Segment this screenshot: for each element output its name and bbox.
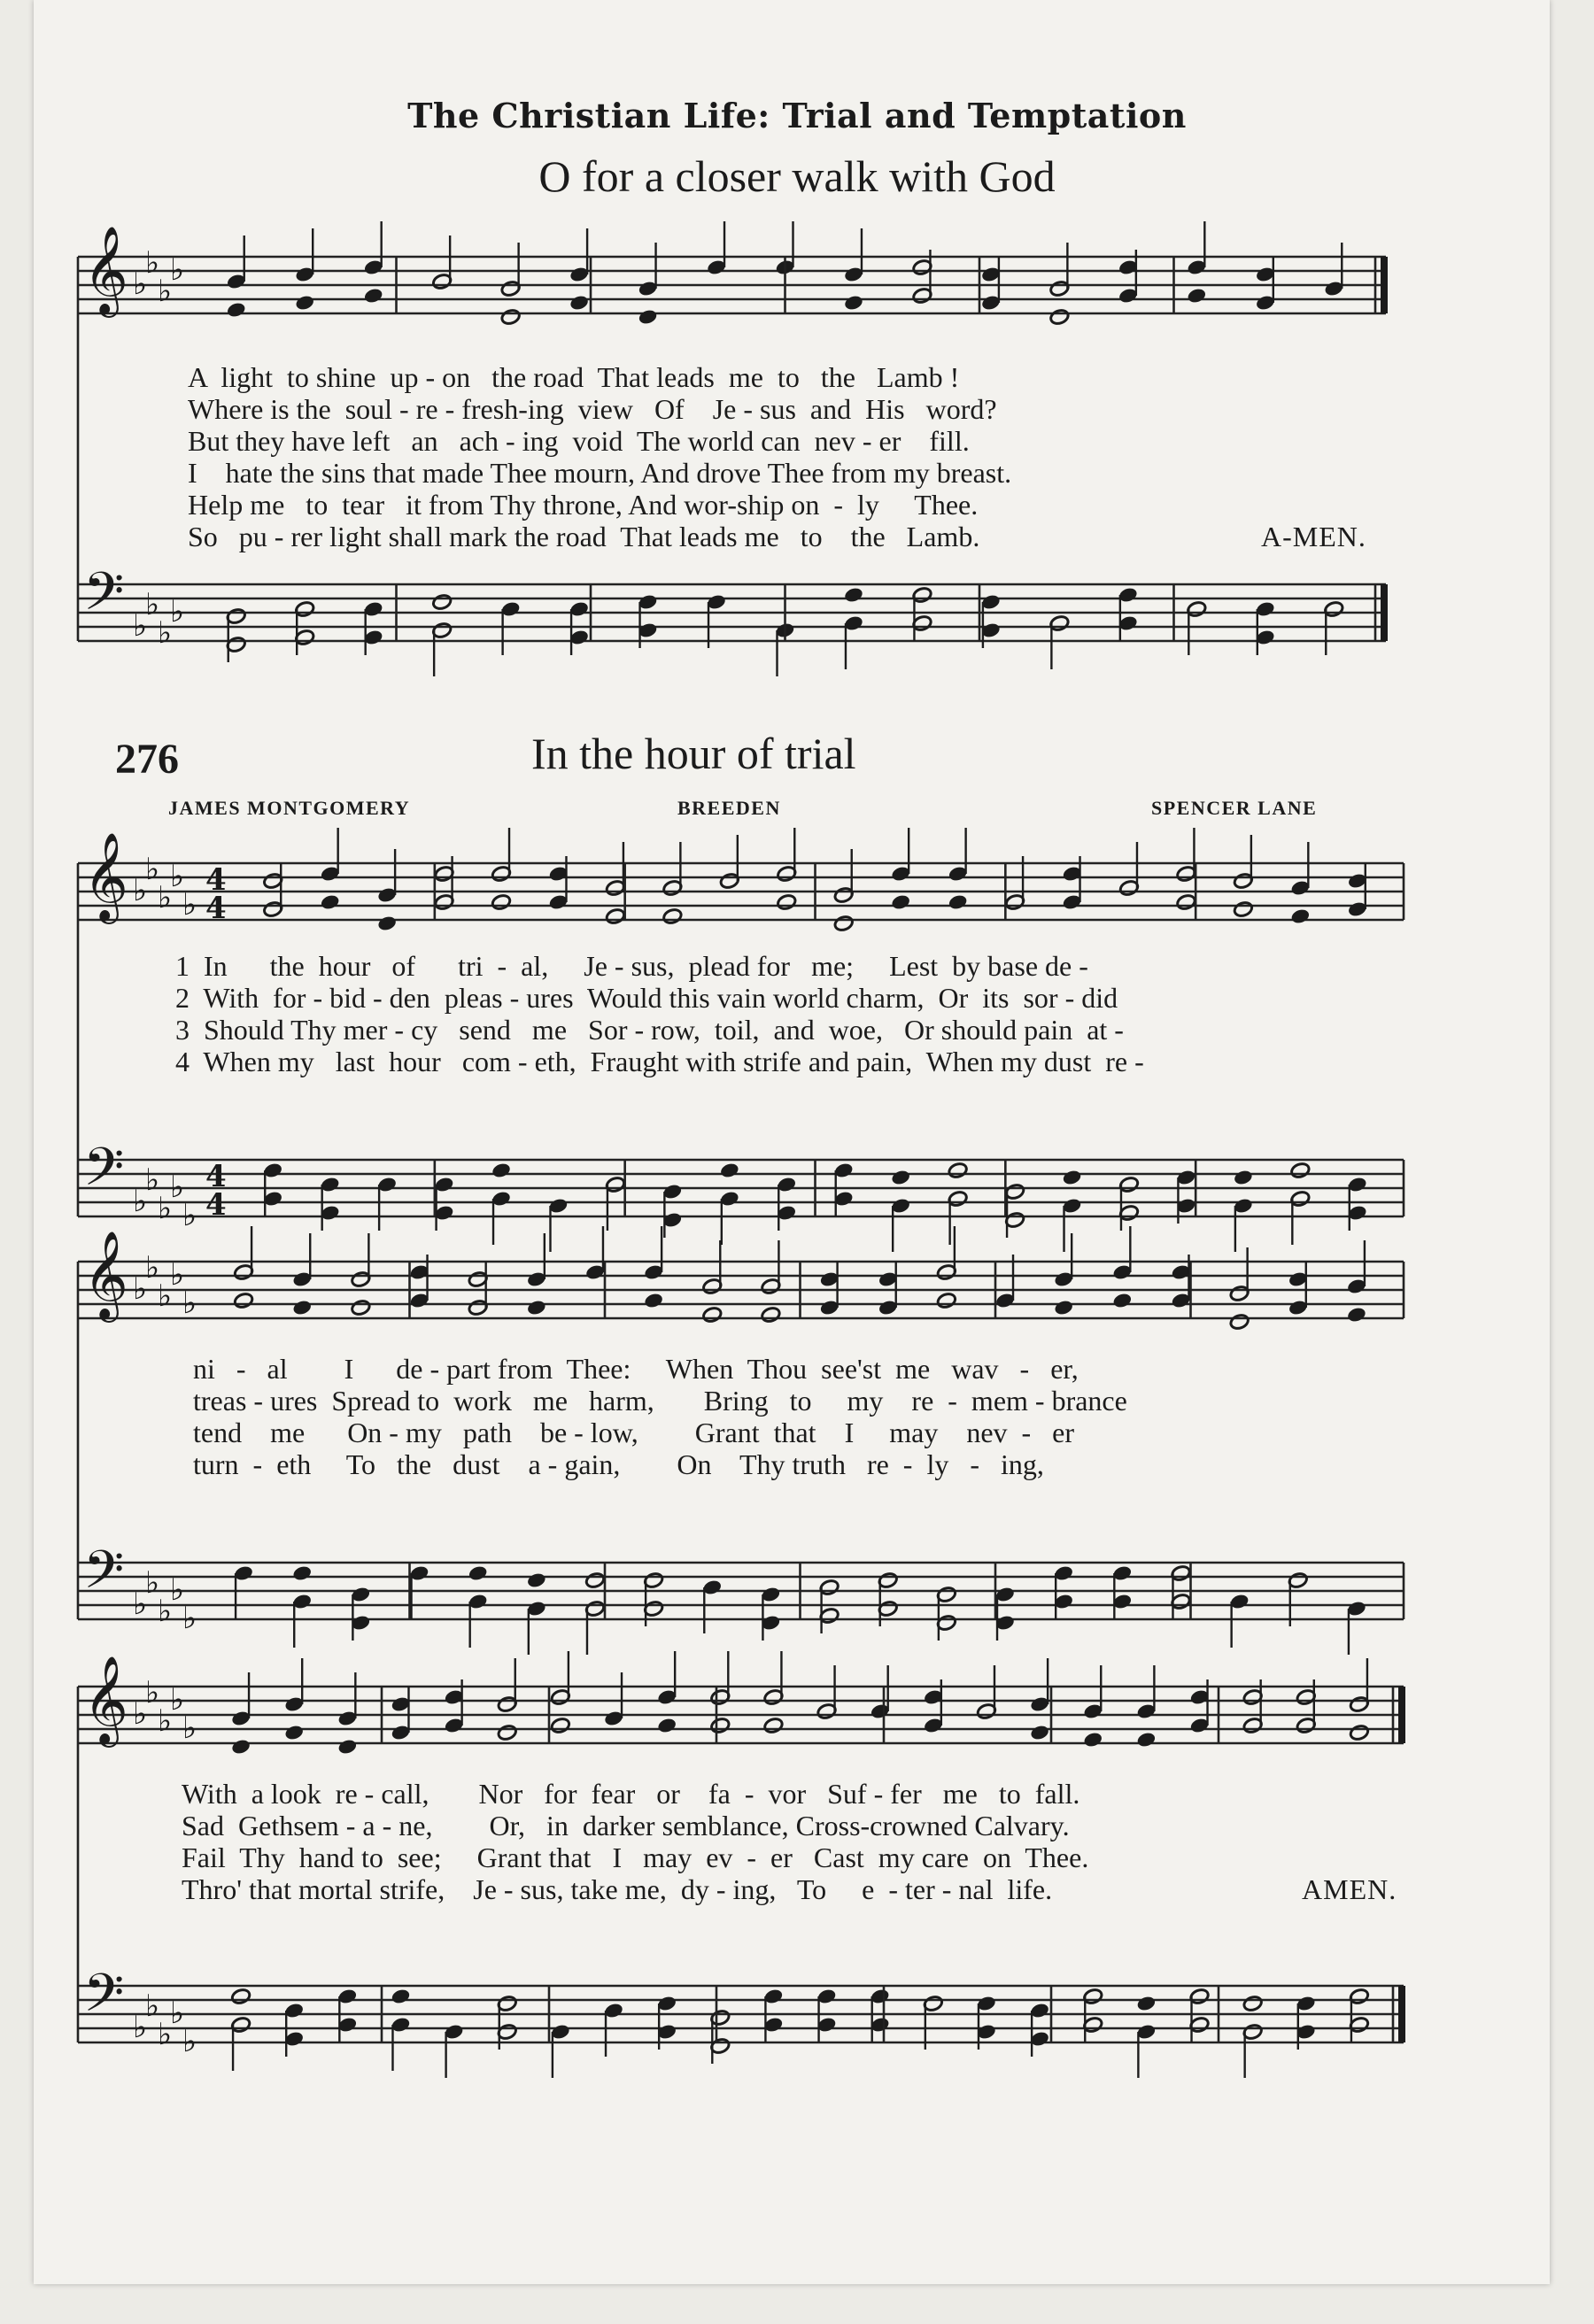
- note-head: [1229, 1313, 1250, 1331]
- hymn-number: 276: [115, 736, 179, 783]
- flat-icon: ♭: [170, 1257, 185, 1293]
- note-head: [1029, 1724, 1050, 1741]
- note-head: [936, 1292, 957, 1309]
- note-head: [948, 893, 969, 911]
- bass-clef-icon: 𝄢: [83, 1962, 125, 2036]
- note-head: [233, 1292, 254, 1309]
- bass-clef-icon: 𝄢: [83, 1136, 125, 1210]
- note-head: [363, 287, 384, 305]
- flat-icon: ♭: [170, 859, 185, 894]
- flat-icon: ♭: [133, 1184, 148, 1219]
- note-head: [468, 1564, 489, 1582]
- verse-line: Thro' that mortal strife, Je - sus, take me, dy - ing, To e - ter - nal life.: [182, 1873, 1053, 1905]
- hymn-275-amen: A-MEN.: [1261, 521, 1366, 552]
- hymn-275-verses: [188, 361, 1011, 552]
- note-head: [550, 1717, 571, 1734]
- note-head: [230, 1738, 251, 1756]
- tune-name: BREEDEN: [677, 797, 781, 819]
- flat-icon: ♭: [158, 1703, 173, 1739]
- note-head: [833, 915, 855, 932]
- note-head: [1062, 1169, 1083, 1186]
- flat-icon: ♭: [170, 252, 185, 288]
- flat-icon: ♭: [133, 2010, 148, 2045]
- flat-icon: ♭: [158, 615, 173, 651]
- flat-icon: ♭: [133, 608, 148, 644]
- note-head: [719, 1162, 740, 1179]
- note-head: [662, 907, 684, 925]
- note-head: [761, 1306, 782, 1324]
- flat-icon: ♭: [145, 1250, 160, 1286]
- flat-icon: ♭: [170, 1572, 185, 1608]
- flat-icon: ♭: [145, 1988, 160, 2024]
- verse-line: So pu - rer light shall mark the road That leads me to the Lamb.: [188, 521, 980, 552]
- note-head: [890, 893, 911, 911]
- note-head: [1053, 1299, 1074, 1316]
- flat-icon: ♭: [145, 1675, 160, 1710]
- verse-line: Where is the soul - re - fresh-ing view Of Je - sus and His word?: [188, 393, 997, 425]
- flat-icon: ♭: [170, 594, 185, 629]
- verse-line: Fail Thy hand to see; Grant that I may ev - er Cast my care on Thee.: [182, 1841, 1089, 1873]
- note-head: [500, 308, 522, 326]
- note-head: [351, 1299, 372, 1316]
- note-head: [948, 1162, 969, 1179]
- note-head: [526, 1571, 547, 1589]
- note-head: [843, 586, 864, 604]
- note-head: [1049, 308, 1071, 326]
- note-head: [776, 893, 797, 911]
- flat-icon: ♭: [170, 1682, 185, 1718]
- note-head: [391, 1988, 412, 2005]
- verse-line: 2 With for - bid - den pleas - ures Would this vain world charm, Or its sor - did: [175, 982, 1118, 1014]
- flat-icon: ♭: [158, 880, 173, 915]
- note-head: [526, 1299, 547, 1316]
- verse-line: With a look re - call, Nor for fear or fa - vor Suf - fer me to fall.: [182, 1778, 1080, 1810]
- hymn-276-amen: AMEN.: [1302, 1873, 1397, 1905]
- note-head: [1136, 1995, 1157, 2012]
- note-head: [491, 893, 512, 911]
- flat-icon: ♭: [182, 1198, 197, 1233]
- flat-icon: ♭: [182, 1601, 197, 1636]
- flat-icon: ♭: [182, 2024, 197, 2059]
- composer-credit: SPENCER LANE: [1151, 797, 1318, 819]
- verse-line: A light to shine up - on the road That leads me to the Lamb !: [188, 361, 960, 393]
- note-head: [1290, 907, 1312, 925]
- note-head: [1233, 1169, 1254, 1186]
- flat-icon: ♭: [158, 1278, 173, 1314]
- note-head: [584, 1571, 606, 1589]
- verse-line: ni - al I de - part from Thee: When Thou see'st me wav - er,: [193, 1353, 1079, 1385]
- flat-icon: ♭: [170, 1170, 185, 1205]
- verse-line: 1 In the hour of tri - al, Je - sus, plead for me; Lest by base de -: [175, 950, 1088, 982]
- note-head: [638, 308, 659, 326]
- section-header: The Christian Life: Trial and Temptation: [407, 96, 1187, 135]
- verse-line: Help me to tear it from Thy throne, And wor-ship on - ly Thee.: [188, 489, 979, 521]
- verse-line: tend me On - my path be - low, Grant that I may nev - er: [193, 1417, 1075, 1448]
- note-head: [294, 294, 315, 312]
- note-head: [1136, 1731, 1157, 1749]
- note-head: [337, 1738, 359, 1756]
- note-head: [1242, 1995, 1264, 2012]
- bass-clef-icon: 𝄢: [83, 560, 125, 635]
- verse-line: 4 When my last hour com - eth, Fraught with strife and pain, When my dust re -: [175, 1046, 1144, 1077]
- flat-icon: ♭: [158, 2017, 173, 2052]
- treble-clef-icon: 𝄞: [83, 832, 128, 921]
- flat-icon: ♭: [158, 274, 173, 309]
- note-head: [763, 1717, 785, 1734]
- time-signature-top: 4: [205, 1159, 227, 1194]
- flat-icon: ♭: [145, 587, 160, 622]
- verse-line: 3 Should Thy mer - cy send me Sor - row, toil, and woe, Or should pain at -: [175, 1014, 1124, 1046]
- final-bar-line: [1381, 257, 1388, 313]
- note-head: [1346, 1306, 1367, 1324]
- flat-icon: ♭: [182, 1710, 197, 1746]
- time-signature-top: 4: [205, 862, 227, 898]
- treble-clef-icon: 𝄞: [83, 1231, 128, 1319]
- note-head: [890, 1169, 911, 1186]
- flat-icon: ♭: [182, 887, 197, 923]
- note-head: [843, 294, 864, 312]
- note-head: [1290, 1162, 1312, 1179]
- flat-icon: ♭: [170, 1996, 185, 2031]
- note-head: [230, 1988, 251, 2005]
- verse-line: I hate the sins that made Thee mourn, And drove Thee from my breast.: [188, 457, 1012, 489]
- flat-icon: ♭: [182, 1286, 197, 1321]
- flat-icon: ♭: [133, 266, 148, 302]
- flat-icon: ♭: [133, 1587, 148, 1622]
- hymn-276-system3-lyrics: [182, 1778, 1088, 1905]
- flat-icon: ♭: [133, 1696, 148, 1732]
- flat-icon: ♭: [145, 245, 160, 281]
- note-head: [1233, 900, 1254, 918]
- hymn-276-system1-lyrics: [175, 950, 1144, 1077]
- final-bar-line: [1398, 1687, 1405, 1743]
- note-head: [569, 294, 590, 312]
- bass-clef-icon: 𝄢: [83, 1539, 125, 1613]
- treble-clef-icon: 𝄞: [83, 1656, 128, 1744]
- note-head: [226, 301, 247, 319]
- note-head: [291, 1564, 313, 1582]
- verse-line: Sad Gethsem - a - ne, Or, in darker semblance, Cross-crowned Calvary.: [182, 1810, 1070, 1841]
- note-head: [283, 1724, 305, 1741]
- note-head: [643, 1292, 664, 1309]
- hymn-276-title: In the hour of trial: [531, 729, 856, 778]
- flat-icon: ♭: [145, 1162, 160, 1198]
- time-signature-bottom: 4: [205, 1187, 227, 1223]
- treble-clef-icon: 𝄞: [83, 226, 128, 314]
- flat-icon: ♭: [158, 1191, 173, 1226]
- note-head: [1112, 1292, 1134, 1309]
- note-head: [497, 1724, 518, 1741]
- hymn-276-system2-lyrics: [193, 1353, 1127, 1480]
- flat-icon: ♭: [158, 1594, 173, 1629]
- hymn-275-title: O for a closer walk with God: [538, 151, 1056, 201]
- note-head: [491, 1162, 512, 1179]
- note-head: [291, 1299, 313, 1316]
- final-bar-line: [1398, 1986, 1405, 2042]
- note-head: [376, 915, 398, 932]
- verse-line: turn - eth To the dust a - gain, On Thy truth re - ly - ing,: [193, 1448, 1044, 1480]
- verse-line: treas - ures Spread to work me harm, Bring to my re - mem - brance: [193, 1385, 1127, 1417]
- note-head: [1349, 1724, 1370, 1741]
- author-credit: JAMES MONTGOMERY: [168, 797, 411, 819]
- note-head: [605, 907, 626, 925]
- final-bar-line: [1381, 584, 1388, 641]
- flat-icon: ♭: [133, 1271, 148, 1307]
- time-signature-bottom: 4: [205, 891, 227, 926]
- note-head: [710, 1717, 731, 1734]
- note-head: [320, 893, 341, 911]
- flat-icon: ♭: [133, 873, 148, 908]
- note-head: [656, 1717, 677, 1734]
- flat-icon: ♭: [145, 1565, 160, 1601]
- flat-icon: ♭: [145, 852, 160, 887]
- note-head: [1176, 893, 1197, 911]
- note-head: [1082, 1731, 1103, 1749]
- verse-line: But they have left an ach - ing void The world can nev - er fill.: [188, 425, 970, 457]
- note-head: [431, 593, 453, 611]
- note-head: [1187, 287, 1208, 305]
- note-head: [701, 1306, 723, 1324]
